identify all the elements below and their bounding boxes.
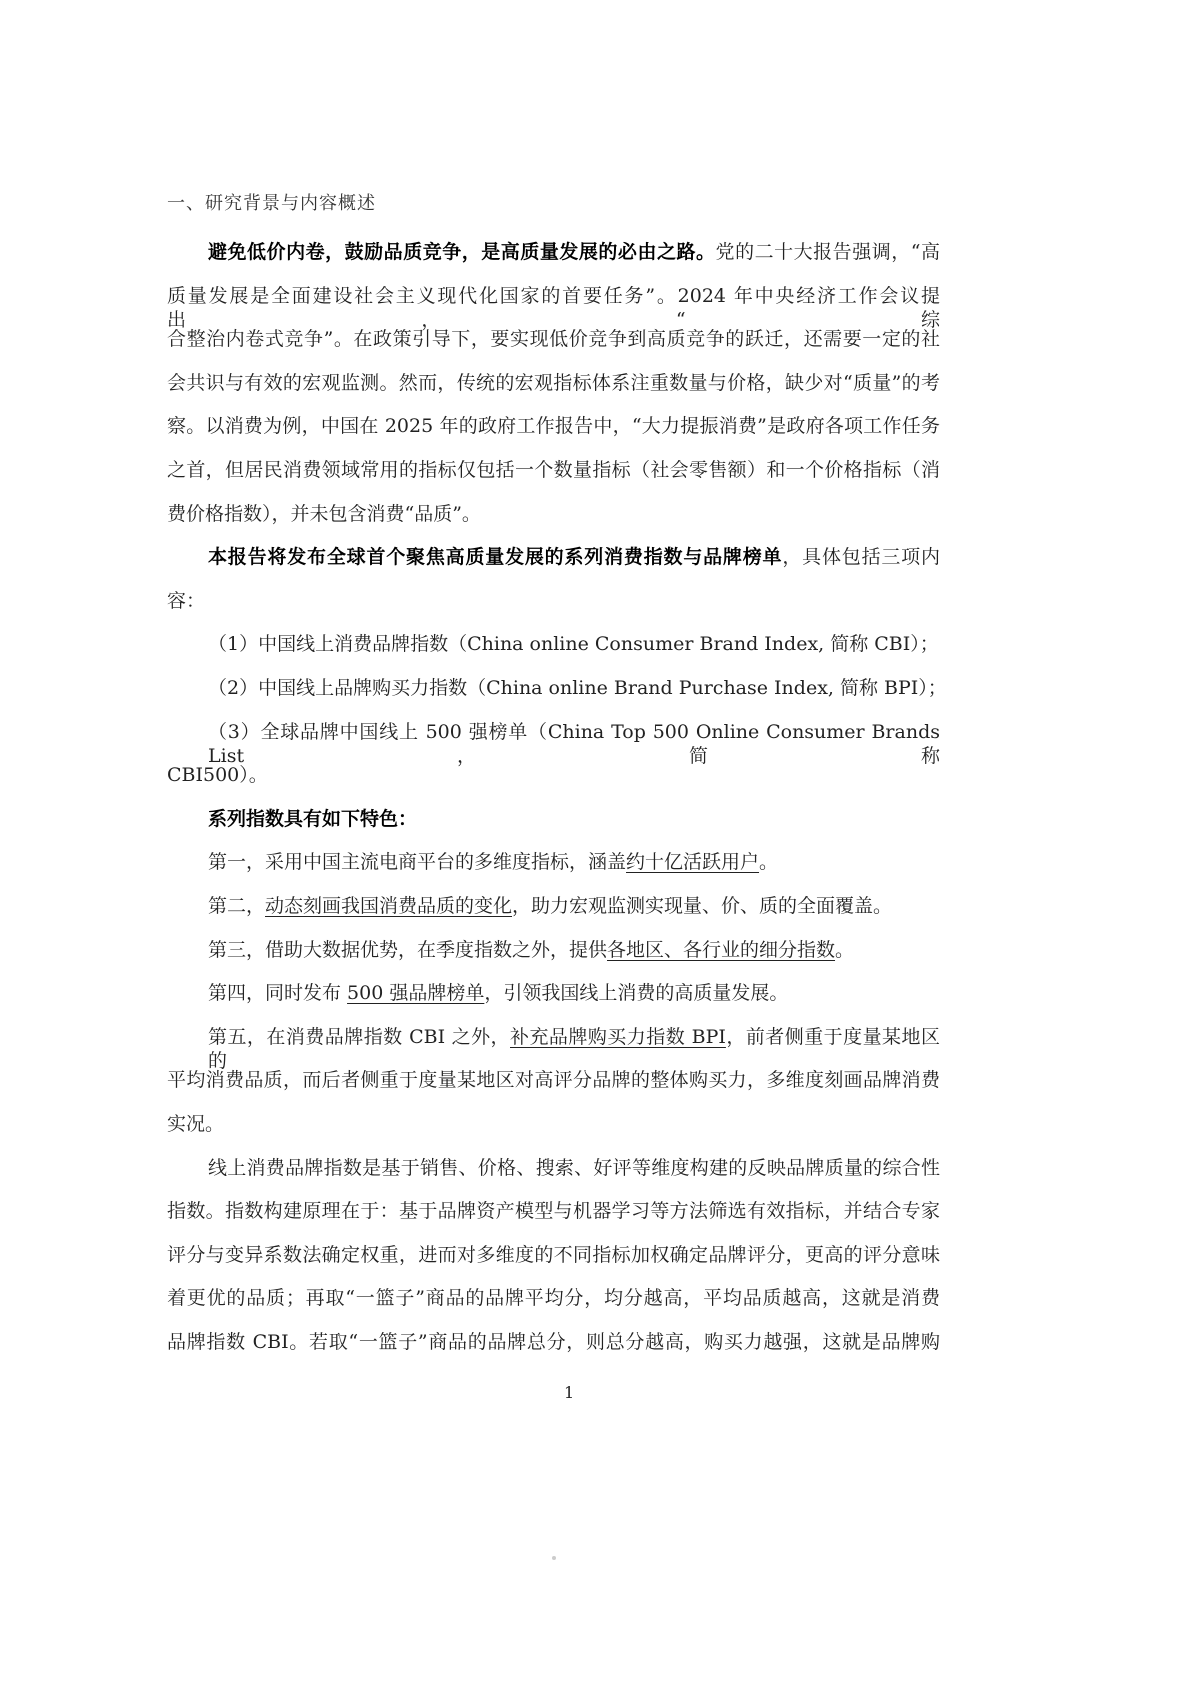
text-line: [208, 545, 940, 569]
text-line: [167, 1199, 940, 1223]
underlined-text: 动态刻画我国消费品质的变化: [265, 895, 513, 917]
text-line: [208, 240, 940, 264]
text-segment: 第五，在消费品牌指数 CBI 之外，: [208, 1025, 510, 1048]
text-segment: ，助力宏观监测实现量、价、质的全面覆盖。: [512, 895, 893, 917]
bold-text: 系列指数具有如下特色：: [208, 807, 418, 830]
text-segment: 线上消费品牌指数是基于销售、价格、搜索、好评等维度构建的反映品牌质量的综合性: [208, 1156, 940, 1179]
text-segment: 评分与变异系数法确定权重，进而对多维度的不同指标加权确定品牌评分，更高的评分意味: [167, 1243, 940, 1266]
text-line: [167, 1286, 940, 1310]
text-segment: 第一，采用中国主流电商平台的多维度指标，涵盖: [208, 851, 627, 874]
text-line: [208, 894, 940, 918]
text-line: [167, 502, 940, 526]
text-line: [208, 720, 940, 768]
text-segment: ，引领我国线上消费的高质量发展。: [484, 982, 789, 1005]
bold-text: 本报告将发布全球首个聚焦高质量发展的系列消费指数与品牌榜单: [208, 546, 783, 569]
text-segment: 品牌指数 CBI。若取“一篮子”商品的品牌总分，则总分越高，购买力越强，这就是品牌购: [167, 1331, 940, 1353]
text-line: [167, 1243, 940, 1267]
page-number: 1: [564, 1383, 575, 1402]
text-line: [208, 981, 940, 1005]
text-line: [167, 589, 940, 613]
text-line: [208, 807, 940, 831]
bold-text: 避免低价内卷，鼓励品质竞争，是高质量发展的必由之路。: [208, 241, 716, 263]
text-line: [167, 1068, 940, 1092]
text-line: [208, 850, 940, 874]
text-segment: 质量发展是全面建设社会主义现代化国家的首要任务”。2024 年中央经济工作会议提出，“综: [167, 284, 940, 331]
text-line: [167, 371, 940, 395]
text-segment: CBI500）。: [167, 764, 268, 787]
text-segment: （2）中国线上品牌购买力指数（China online Brand Purchase Index, 简称 BPI）；: [208, 677, 947, 699]
text-line: [208, 632, 940, 656]
text-segment: 平均消费品质，而后者侧重于度量某地区对高评分品牌的整体购买力，多维度刻画品牌消费: [167, 1069, 940, 1092]
underlined-text: 500 强品牌榜单: [347, 982, 485, 1005]
text-line: [167, 284, 940, 332]
text-line: [167, 763, 940, 787]
text-segment: 会共识与有效的宏观监测。然而，传统的宏观指标体系注重数量与价格，缺少对“质量”的考: [167, 371, 940, 394]
text-segment: 察。以消费为例，中国在 2025 年的政府工作报告中，“大力提振消费”是政府各项工作任务: [167, 415, 940, 438]
text-segment: 合整治内卷式竞争”。在政策引导下，要实现低价竞争到高质竞争的跃迁，还需要一定的社: [167, 328, 940, 351]
text-segment: 党的二十大报告强调，“高: [715, 241, 940, 263]
text-line: [167, 327, 940, 351]
text-line: [167, 1330, 940, 1354]
text-segment: 之首，但居民消费领域常用的指标仅包括一个数量指标（社会零售额）和一个价格指标（消: [167, 459, 940, 481]
section-heading: 一、研究背景与内容概述: [167, 193, 376, 214]
text-line: [167, 458, 940, 482]
text-segment: 第三，借助大数据优势，在季度指数之外，提供: [208, 938, 608, 961]
text-segment: （1）中国线上消费品牌指数（China online Consumer Brand Index, 简称 CBI）；: [208, 633, 939, 656]
text-line: [167, 1112, 940, 1136]
text-segment: （3）全球品牌中国线上 500 强榜单（China Top 500 Online Consumer Brands List，简称: [208, 720, 940, 767]
text-segment: ，前者侧重于度量某地区的: [208, 1025, 940, 1072]
text-segment: 着更优的品质；再取“一篮子”商品的品牌平均分，均分越高，平均品质越高，这就是消费: [167, 1287, 940, 1310]
text-line: [208, 676, 947, 700]
text-line: [208, 1156, 940, 1180]
text-segment: 指数。指数构建原理在于：基于品牌资产模型与机器学习等方法筛选有效指标，并结合专家: [167, 1200, 940, 1223]
text-segment: 。: [759, 851, 779, 874]
text-segment: 费价格指数），并未包含消费“品质”。: [167, 502, 481, 525]
text-segment: ，具体包括三项内: [782, 546, 940, 569]
text-line: [167, 414, 940, 438]
text-segment: 实况。: [167, 1113, 225, 1135]
underlined-text: 各地区、各行业的细分指数: [607, 938, 836, 961]
underlined-text: 补充品牌购买力指数 BPI: [510, 1025, 726, 1048]
text-segment: 容：: [167, 589, 206, 612]
text-line: [208, 938, 940, 962]
underlined-text: 约十亿活跃用户: [626, 851, 760, 874]
text-segment: 。: [835, 938, 855, 961]
scroll-indicator-dot: [552, 1556, 556, 1560]
text-line: [208, 1025, 940, 1073]
text-segment: 第四，同时发布: [208, 982, 348, 1005]
text-segment: 第二，: [208, 895, 266, 917]
